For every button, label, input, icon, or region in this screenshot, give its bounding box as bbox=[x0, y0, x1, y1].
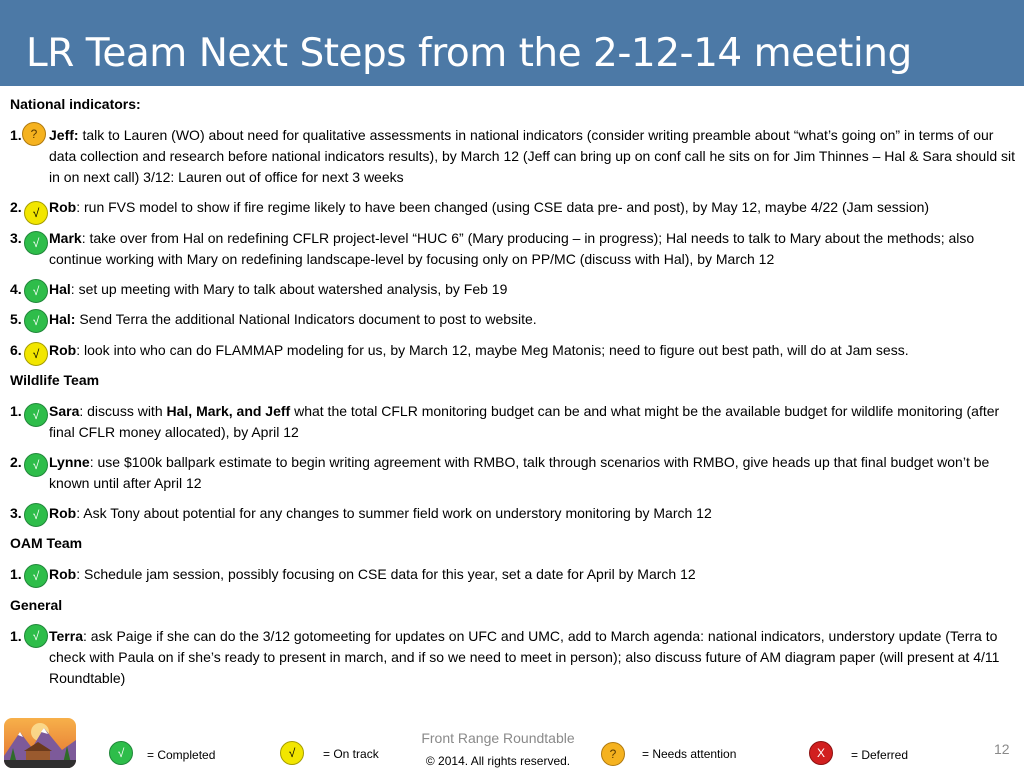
item-description: Send Terra the additional National Indicators document to post to website. bbox=[75, 311, 537, 327]
completed-icon: √ bbox=[24, 279, 48, 303]
item-number: 1. bbox=[10, 127, 22, 143]
item-text bbox=[49, 279, 1015, 300]
item-number: 3. bbox=[10, 505, 22, 521]
item-description: : Schedule jam session, possibly focusing on CSE data for this year, set a date for April by March 12 bbox=[76, 566, 696, 582]
item-owner: Lynne bbox=[49, 454, 90, 470]
item-text bbox=[49, 197, 1015, 218]
item-text bbox=[49, 340, 1015, 361]
completed-icon: √ bbox=[24, 309, 48, 333]
completed-icon: √ bbox=[24, 624, 48, 648]
item-description: : look into who can do FLAMMAP modeling for us, by March 12, maybe Meg Matonis; need to figure out best path, will do at Jam sess. bbox=[76, 342, 909, 358]
legend-on-track-label: = On track bbox=[323, 747, 379, 761]
logo-artwork bbox=[4, 718, 76, 768]
item-description: : ask Paige if she can do the 3/12 gotomeeting for updates on UFC and UMC, add to March agenda: national indicators, understory update (Terra to check with Paula on if she’s ready to present in march, and if so we need to meet in person); also discuss future of AM diagram paper (will present at 4/11 Roundtable) bbox=[49, 628, 1000, 686]
item-owner: Terra bbox=[49, 628, 83, 644]
item-number: 2. bbox=[10, 199, 22, 215]
item-description: : use $100k ballpark estimate to begin writing agreement with RMBO, talk through scenarios with RMBO, give heads up that final budget won’t be known until after April 12 bbox=[49, 454, 990, 491]
footer-copyright: © 2014. All rights reserved. bbox=[425, 754, 571, 768]
section-heading-general: General bbox=[10, 597, 63, 613]
section-heading-oam-team: OAM Team bbox=[10, 535, 83, 551]
legend-deferred-icon: X bbox=[809, 741, 833, 765]
on-track-icon: √ bbox=[24, 342, 48, 366]
item-number: 2. bbox=[10, 454, 22, 470]
item-owner: Rob bbox=[49, 505, 77, 521]
completed-icon: √ bbox=[24, 403, 48, 427]
item-owner: Rob bbox=[49, 566, 77, 582]
section-heading-wildlife-team: Wildlife Team bbox=[10, 372, 100, 388]
item-owner: Rob bbox=[49, 199, 77, 215]
section-heading-national-indicators: National indicators: bbox=[10, 96, 141, 112]
completed-icon: √ bbox=[24, 503, 48, 527]
item-owner: Sara bbox=[49, 403, 80, 419]
item-description: talk to Lauren (WO) about need for qualitative assessments in national indicators (consider writing preamble about “what’s going on” in terms of our data collection and research before national indicators results), by March 12 (Jeff can bring up on conf call he sits on for Jim Thinnes – Hal & Sara should sit in on next call) 3/12: Lauren out of office for next 3 weeks bbox=[49, 127, 1015, 185]
item-text bbox=[49, 125, 1015, 188]
title-bar bbox=[0, 0, 1024, 86]
item-description: : run FVS model to show if fire regime likely to have been changed (using CSE data pre- and post), by May 12, maybe 4/22 (Jam session) bbox=[76, 199, 930, 215]
front-range-roundtable-logo bbox=[4, 718, 76, 768]
completed-icon: √ bbox=[24, 231, 48, 255]
legend-on-track-icon: √ bbox=[280, 741, 304, 765]
item-number: 1. bbox=[10, 403, 22, 419]
item-number: 3. bbox=[10, 230, 22, 246]
on-track-icon: √ bbox=[24, 201, 48, 225]
item-number: 5. bbox=[10, 311, 22, 327]
legend-deferred-label: = Deferred bbox=[851, 748, 909, 762]
legend-completed-icon: √ bbox=[109, 741, 133, 765]
slide-title: LR Team Next Steps from the 2-12-14 meeting bbox=[26, 31, 912, 76]
item-mentioned-people: Hal, Mark, and Jeff bbox=[166, 403, 291, 419]
item-owner: Hal: bbox=[49, 311, 76, 327]
item-text bbox=[49, 401, 1015, 443]
footer-title: Front Range Roundtable bbox=[421, 730, 575, 746]
item-number: 1. bbox=[10, 566, 22, 582]
item-description: : Ask Tony about potential for any changes to summer field work on understory monitoring by March 12 bbox=[76, 505, 712, 521]
item-text bbox=[49, 503, 1015, 524]
completed-icon: √ bbox=[24, 453, 48, 477]
legend-completed-label: = Completed bbox=[147, 748, 216, 762]
item-text bbox=[49, 452, 1015, 494]
item-description: : take over from Hal on redefining CFLR project-level “HUC 6” (Mary producing – in progress); Hal needs to talk to Mary about the methods; also continue working with Mary on redefining landscape-level by focusing only on PP/MC (discuss with Hal), by March 12 bbox=[49, 230, 975, 267]
item-owner: Jeff: bbox=[49, 127, 79, 143]
item-description-start: : discuss with bbox=[79, 403, 167, 419]
item-description: what the total CFLR monitoring budget can be and what might be the available budget for wildlife monitoring (after final CFLR money allocated), by April 12 bbox=[49, 403, 1000, 440]
legend-needs-attention-icon: ? bbox=[601, 742, 625, 766]
item-owner: Rob bbox=[49, 342, 77, 358]
needs-attention-icon: ? bbox=[22, 122, 46, 146]
item-text bbox=[49, 228, 1015, 270]
page-number: 12 bbox=[994, 741, 1010, 757]
item-owner: Mark bbox=[49, 230, 82, 246]
item-number: 1. bbox=[10, 628, 22, 644]
item-number: 6. bbox=[10, 342, 22, 358]
item-text bbox=[49, 626, 1015, 689]
item-description: : set up meeting with Mary to talk about watershed analysis, by Feb 19 bbox=[70, 281, 508, 297]
legend-needs-attention-label: = Needs attention bbox=[642, 747, 737, 761]
item-text bbox=[49, 309, 1015, 330]
item-text bbox=[49, 564, 1015, 585]
slide-footer bbox=[0, 712, 1024, 768]
item-owner: Hal bbox=[49, 281, 71, 297]
completed-icon: √ bbox=[24, 564, 48, 588]
item-number: 4. bbox=[10, 281, 22, 297]
